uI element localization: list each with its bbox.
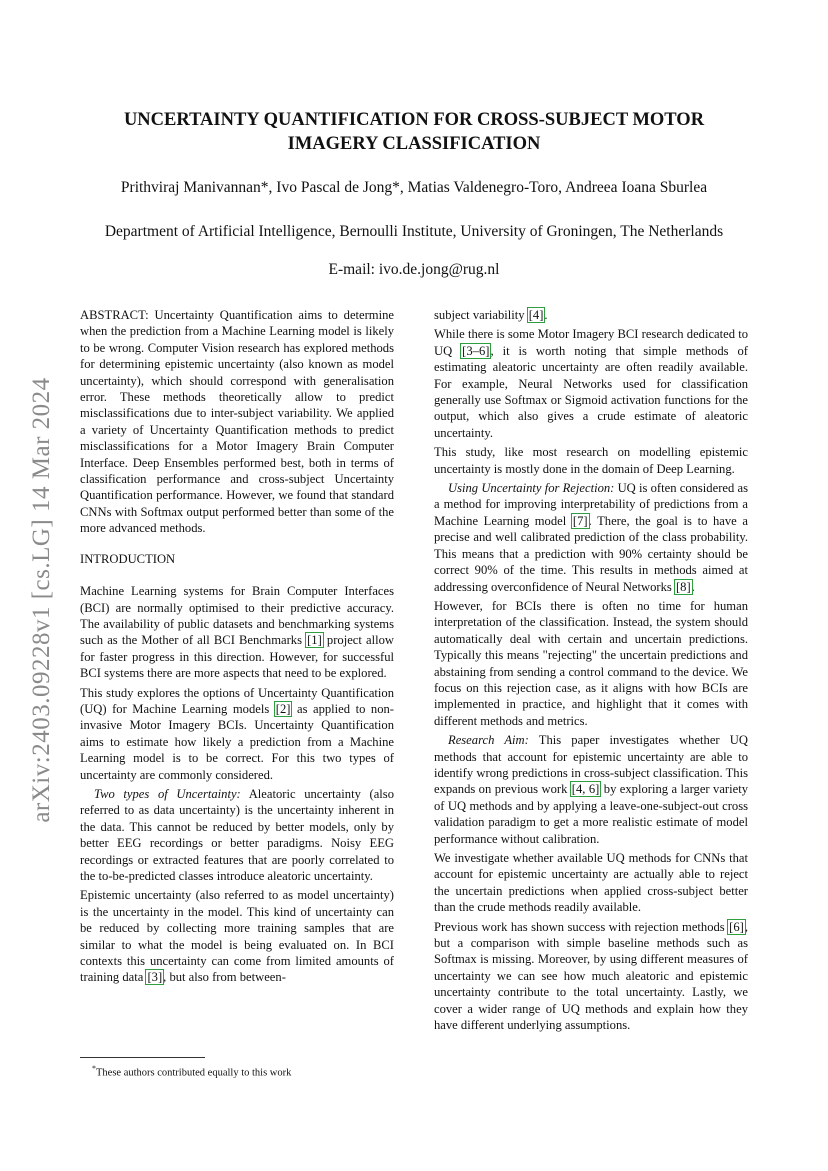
- author-list: Prithviraj Manivannan*, Ivo Pascal de Jong*, Matias Valdenegro-Toro, Andreea Ioana Sburlea: [120, 179, 708, 196]
- citation-link[interactable]: [7]: [572, 513, 588, 528]
- body-paragraph-4: However, for BCIs there is often no time for human interpretation of the classification. Instead, the system should automatically deal with certain and uncertain predictions. Typically this means "rejecting" the uncertain predictions and abstaining from sending a control command to the device. We focus on this rejection case, as it aligns with how BCIs are implemented in practice, and highlight that it comes with different methods and metrics.: [434, 598, 748, 728]
- contact-email: E-mail: ivo.de.jong@rug.nl: [328, 261, 500, 278]
- footnote-text: These authors contributed equally to this work: [96, 1067, 292, 1079]
- citation-link[interactable]: [4]: [528, 308, 544, 322]
- citation-link[interactable]: [4, 6]: [571, 782, 600, 797]
- citation-link[interactable]: [1]: [307, 633, 322, 648]
- citation-link[interactable]: [6]: [729, 919, 744, 934]
- arxiv-identifier-stamp: [22, 360, 62, 840]
- footnote-divider: [80, 1057, 205, 1058]
- run-in-heading: Two types of Uncertainty:: [94, 786, 241, 801]
- intro-paragraph-4: Epistemic uncertainty (also referred to as model uncertainty) is the uncertainty in the model. This kind of uncertainty can be reduced by collecting more training samples that are similar to what the model is being evaluated on. In BCI contexts this uncertainty can come from limited amounts of training data [3], but also from between-: [80, 888, 394, 985]
- run-in-heading: Research Aim:: [448, 733, 529, 748]
- body-paragraph-2: This study, like most research on modelling epistemic uncertainty is mostly done in the domain of Deep Learning.: [434, 445, 748, 476]
- citation-link[interactable]: [8]: [675, 579, 691, 594]
- footnote: [92, 1062, 291, 1081]
- paper-title: UNCERTAINTY QUANTIFICATION FOR CROSS-SUBJECT MOTOR IMAGERY CLASSIFICATION: [123, 110, 705, 154]
- abstract: ABSTRACT: Uncertainty Quantification aims to determine when the prediction from a Machine Learning model is likely to be wrong. Computer Vision research has explored methods for determining epistemic uncertainty (also known as model uncertainty), which should correspond with generalisation error. These methods theoretically allow to predict misclassifications due to inter-subject variability. We applied a variety of Uncertainty Quantification methods to predict misclassifications for a Motor Imagery Brain Computer Interface. Deep Ensembles performed best, both in terms of classification performance and cross-subject Uncertainty Quantification performance. However, we found that standard CNNs with Softmax output performed better than some of the more advanced methods.: [80, 308, 394, 536]
- section-heading-introduction: INTRODUCTION: [80, 551, 176, 566]
- body-paragraph-1: While there is some Motor Imagery BCI research dedicated to UQ [3–6], it is worth noting that simple methods of estimating aleatoric uncertainty are often readily available. For example, Neural Networks used for classification generally use Softmax or Sigmoid activation functions for the output, which also gives a crude estimate of aleatoric uncertainty.: [434, 327, 748, 440]
- left-column: [80, 307, 394, 989]
- body-paragraph-0: subject variability [4].: [434, 308, 548, 322]
- footnote-mark: *: [92, 1064, 96, 1073]
- arxiv-identifier-text: arXiv:2403.09228v1 [cs.LG] 14 Mar 2024: [28, 377, 55, 823]
- affiliation: Department of Artificial Intelligence, Bernoulli Institute, University of Groningen, The Netherlands: [104, 223, 724, 240]
- intro-paragraph-2: This study explores the options of Uncertainty Quantification (UQ) for Machine Learning models [2] as applied to non-invasive Motor Imagery BCIs. Uncertainty Quantification aims to estimate how likely a prediction from a Machine Learning model is to be correct. For this two types of uncertainty are commonly considered.: [80, 685, 394, 782]
- intro-paragraph-3: Two types of Uncertainty: Aleatoric uncertainty (also referred to as data uncertainty) is the uncertainty inherent in the data. This cannot be reduced by better models, only by better EEG recordings or better paradigms. Noisy EEG recordings or extracted features that are poorly correlated to the to-be-predicted classes introduce aleatoric uncertainty.: [80, 786, 394, 883]
- intro-paragraph-1: Machine Learning systems for Brain Computer Interfaces (BCI) are normally optimised to their predictive accuracy. The availability of public datasets and benchmarking systems such as the Mother of all BCI Benchmarks [1] project allow for faster progress in this direction. However, for successful BCI systems there are more aspects that need to be explored.: [80, 584, 395, 681]
- right-column: [434, 307, 748, 1036]
- body-paragraph-6: We investigate whether available UQ methods for CNNs that account for epistemic uncertainty are actually able to reject the uncertain predictions when applied cross-subject better than the crude methods readily available.: [434, 851, 748, 915]
- citation-link[interactable]: [3–6]: [462, 343, 490, 358]
- run-in-heading: Using Uncertainty for Rejection:: [448, 481, 615, 496]
- citation-link[interactable]: [2]: [275, 701, 291, 716]
- body-paragraph-5: Research Aim: This paper investigates whether UQ methods that account for epistemic uncertainty are able to identify wrong predictions in cross-subject classification. This expands on previous work [4, 6] by exploring a larger variety of UQ methods and by applying a leave-one-subject-out cross validation paradigm to get a more realistic estimate of model performance without calibration.: [434, 733, 749, 846]
- body-paragraph-7: Previous work has shown success with rejection methods [6], but a comparison with simple baseline methods such as Softmax is missing. Moreover, by using different measures of uncertainty we can see how much aleatoric and epistemic uncertainty contribute to the total uncertainty. Lastly, we cover a wider range of UQ methods and explain how they have different underlying assumptions.: [434, 919, 748, 1033]
- body-paragraph-3: Using Uncertainty for Rejection: UQ is often considered as a method for improving interpretability of predictions from a Machine Learning model [7]. There, the goal is to have a precise and well calibrated prediction of the class probability. This means that a prediction with 90% certainty should be correct 90% of the time. This results in methods aimed at addressing overconfidence of Neural Networks [8].: [434, 481, 748, 594]
- citation-link[interactable]: [3]: [147, 970, 163, 985]
